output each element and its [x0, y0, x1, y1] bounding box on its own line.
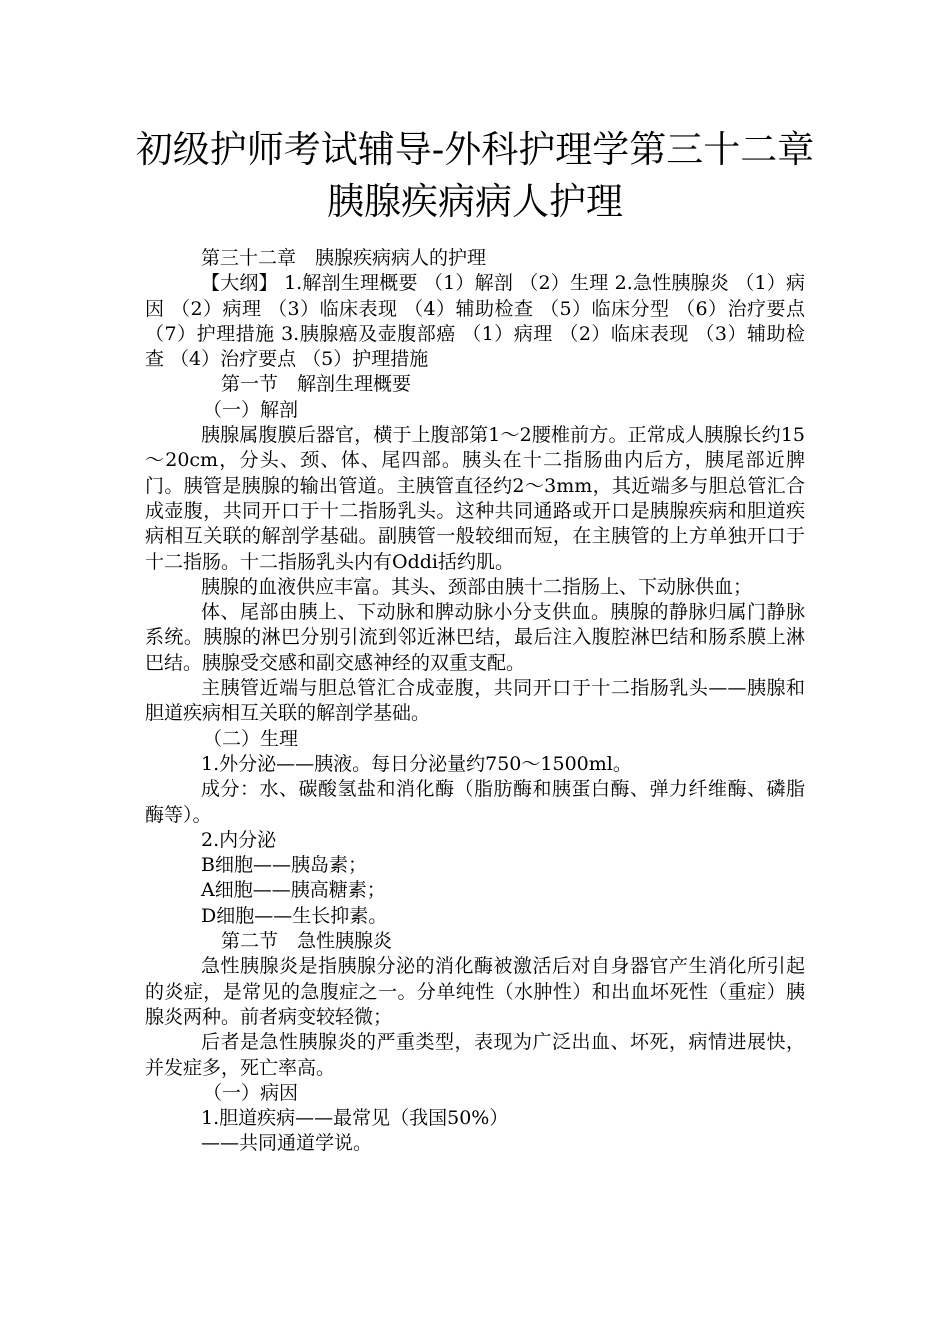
syllabus-paragraph: 【大纲】 1.解剖生理概要 （1）解剖 （2）生理 2.急性胰腺炎 （1）病因 （2）病理 （3）临床表现 （4）辅助检查 （5）临床分型 （6）治疗要点 （7）护理措施 3.胰腺癌及壶腹部癌 （1）病理 （2）临床表现 （3）辅助检查 （4）治疗要点 （5）护理措施	[145, 272, 805, 371]
chapter-heading: 第三十二章 胰腺疾病病人的护理	[201, 247, 487, 269]
paragraph-exocrine: 1.外分泌——胰液。每日分泌量约750～1500ml。	[201, 752, 632, 775]
paragraph-common-channel: ——共同通道学说。	[201, 1132, 373, 1155]
paragraph-main-duct: 主胰管近端与胆总管汇合成壶腹，共同开口于十二指肠乳头——胰腺和胆道疾病相互关联的解剖学基础。	[145, 677, 805, 725]
paragraph-d-cell: D细胞——生长抑素。	[201, 904, 388, 927]
paragraph-severe-type: 后者是急性胰腺炎的严重类型，表现为广泛出血、坏死，病情进展快，并发症多，死亡率高。	[145, 1031, 805, 1079]
document-title-line-2: 胰腺疾病病人护理	[327, 180, 623, 223]
document-body	[145, 246, 805, 1157]
subsection-heading-etiology: （一）病因	[203, 1081, 299, 1104]
paragraph-endocrine: 2.内分泌	[201, 828, 277, 851]
paragraph-acute-definition: 急性胰腺炎是指胰腺分泌的消化酶被激活后对自身器官产生消化所引起的炎症，是常见的急腹症之一。分单纯性（水肿性）和出血坏死性（重症）胰腺炎两种。前者病变较轻微；	[145, 955, 805, 1028]
subsection-heading-physiology: （二）生理	[203, 727, 299, 750]
paragraph-anatomy: 胰腺属腹膜后器官，横于上腹部第1～2腰椎前方。正常成人胰腺长约15～20cm，分头、颈、体、尾四部。胰头在十二指肠曲内后方，胰尾部近脾门。胰管是胰腺的输出管道。主胰管直径约2～3mm，其近端多与胆总管汇合成壶腹，共同开口于十二指肠乳头。这种共同通路或开口是胰腺疾病和胆道疾病相互关联的解剖学基础。副胰管一般较细而短，在主胰管的上方单独开口于十二指肠。十二指肠乳头内有Oddi括约肌。	[145, 424, 805, 573]
section-heading-1: 第一节 解剖生理概要	[221, 373, 412, 396]
paragraph-body-tail: 体、尾部由胰上、下动脉和脾动脉小分支供血。胰腺的静脉归属门静脉系统。胰腺的淋巴分别引流到邻近淋巴结，最后注入腹腔淋巴结和肠系膜上淋巴结。胰腺受交感和副交感神经的双重支配。	[145, 601, 805, 674]
paragraph-components: 成分：水、碳酸氢盐和消化酶（脂肪酶和胰蛋白酶、弹力纤维酶、磷脂酶等）。	[145, 778, 805, 826]
section-heading-2: 第二节 急性胰腺炎	[221, 930, 393, 953]
subsection-heading-anatomy: （一）解剖	[203, 398, 299, 421]
paragraph-biliary-disease: 1.胆道疾病——最常见（我国50%）	[201, 1107, 509, 1130]
paragraph-blood-supply: 胰腺的血液供应丰富。其头、颈部由胰十二指肠上、下动脉供血；	[201, 575, 753, 598]
paragraph-b-cell: B细胞——胰岛素；	[201, 854, 367, 877]
document-title-line-1: 初级护师考试辅导-外科护理学第三十二章	[135, 128, 815, 171]
paragraph-a-cell: A细胞——胰高糖素；	[201, 879, 386, 902]
